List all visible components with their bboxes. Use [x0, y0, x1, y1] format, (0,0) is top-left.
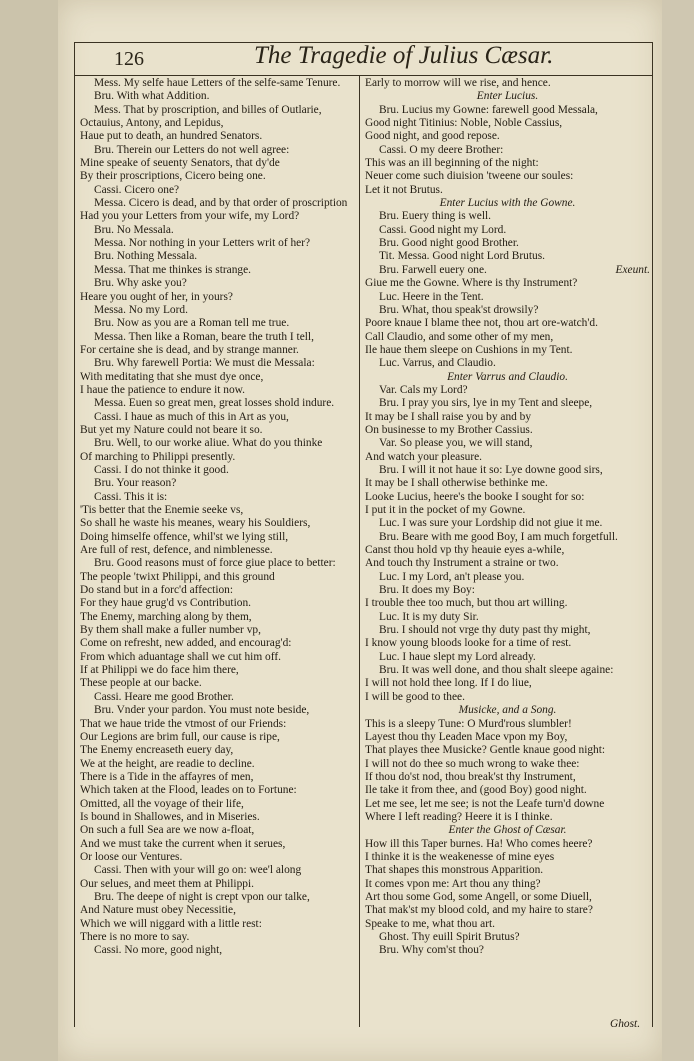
- text-line: [80, 704, 358, 717]
- text-line: [365, 571, 650, 584]
- text-line: [365, 504, 650, 517]
- text-line: [80, 384, 358, 397]
- line-text: Do stand but in a forc'd affection:: [80, 584, 234, 597]
- text-line: [80, 317, 358, 330]
- text-line: [80, 931, 358, 944]
- line-text: Messa. Nor nothing in your Letters writ of her?: [94, 237, 311, 250]
- line-text: For certaine she is dead, and by strange manner.: [80, 343, 299, 356]
- text-line: [365, 424, 650, 437]
- frame-right-rule: [652, 42, 653, 1027]
- line-text: Bru. Why com'st thou?: [379, 944, 484, 957]
- text-line: [80, 117, 358, 130]
- line-text: I will not do thee so much wrong to wake thee:: [365, 757, 580, 770]
- line-text: Our Legions are brim full, our cause is ripe,: [80, 730, 280, 743]
- line-text: Cassi. I haue as much of this in Art as you,: [94, 410, 289, 423]
- line-text: The people 'twixt Philippi, and this ground: [80, 570, 275, 583]
- line-text: Neuer come such diuision 'tweene our soules:: [365, 170, 574, 183]
- line-text: If thou do'st nod, thou break'st thy Instrument,: [365, 770, 576, 783]
- line-text: Haue put to death, an hundred Senators.: [80, 130, 263, 143]
- text-line: [80, 157, 358, 170]
- text-line: [365, 277, 650, 290]
- line-text: Enter Lucius with the Gowne.: [439, 197, 576, 210]
- text-line: [80, 224, 358, 237]
- line-text: Is bound in Shallowes, and in Miseries.: [80, 810, 260, 823]
- line-text: Bru. What, thou speak'st drowsily?: [379, 303, 539, 316]
- line-text: But yet my Nature could not beare it so.: [80, 423, 263, 436]
- line-text: Bru. I will it not haue it so: Lye downe good sirs,: [379, 463, 603, 476]
- text-line: [365, 664, 650, 677]
- line-text: Bru. It does my Boy:: [379, 584, 475, 597]
- line-text: For they haue grug'd vs Contribution.: [80, 597, 251, 610]
- text-line: [365, 331, 650, 344]
- header-rule: [74, 75, 652, 76]
- line-text: Bru. The deepe of night is crept vpon our talke,: [94, 890, 310, 903]
- line-text: Cassi. This it is:: [94, 490, 168, 503]
- line-text: Bru. Well, to our worke aliue. What do you thinke: [94, 437, 323, 450]
- line-text: These people at our backe.: [80, 677, 202, 690]
- text-line: [365, 611, 650, 624]
- text-line: [80, 331, 358, 344]
- line-text: Bru. Why aske you?: [94, 277, 187, 290]
- text-line: [365, 464, 650, 477]
- line-text: And touch thy Instrument a straine or two.: [365, 557, 559, 570]
- text-line: [80, 637, 358, 650]
- text-line: [365, 878, 650, 891]
- text-line: [80, 210, 358, 223]
- text-line: [365, 411, 650, 424]
- text-line: [80, 344, 358, 357]
- line-text: On such a full Sea are we now a-float,: [80, 824, 255, 837]
- text-line: [80, 184, 358, 197]
- text-line: [365, 77, 650, 90]
- catchword: Ghost.: [610, 1018, 641, 1030]
- line-text: I haue the patience to endure it now.: [80, 383, 245, 396]
- text-line: [365, 931, 650, 944]
- line-text: Luc. It is my duty Sir.: [379, 610, 479, 623]
- line-text: I trouble thee too much, but thou art willing.: [365, 597, 568, 610]
- text-line: [80, 571, 358, 584]
- text-line: [80, 250, 358, 263]
- text-line: [80, 357, 358, 370]
- text-line: [80, 557, 358, 570]
- text-line: [365, 771, 650, 784]
- text-line: [80, 451, 358, 464]
- text-line: [80, 170, 358, 183]
- text-line: [365, 624, 650, 637]
- text-line: [80, 531, 358, 544]
- line-text: Giue me the Gowne. Where is thy Instrument?: [365, 277, 578, 290]
- text-line: [365, 170, 650, 183]
- text-line: [80, 144, 358, 157]
- line-text: Art thou some God, some Angell, or some Diuell,: [365, 890, 592, 903]
- text-line: [365, 237, 650, 250]
- right-text-column: [365, 77, 650, 958]
- line-text: Omitted, all the voyage of their life,: [80, 797, 244, 810]
- text-line: [365, 117, 650, 130]
- column-divider: [359, 76, 360, 1027]
- text-line: [365, 384, 650, 397]
- line-text: Poore knaue I blame thee not, thou art ore-watch'd.: [365, 317, 598, 330]
- line-text: Bru. Euery thing is well.: [379, 210, 491, 223]
- text-line: [80, 811, 358, 824]
- text-line: [80, 584, 358, 597]
- stage-direction: [365, 371, 650, 384]
- line-text: Cassi. O my deere Brother:: [379, 143, 504, 156]
- line-text: Messa. No my Lord.: [94, 303, 188, 316]
- text-line: [80, 77, 358, 90]
- line-text: Call Claudio, and some other of my men,: [365, 330, 554, 343]
- line-text: Ile take it from thee, and (good Boy) good night.: [365, 784, 587, 797]
- text-line: [80, 798, 358, 811]
- text-line: [365, 811, 650, 824]
- text-line: [80, 718, 358, 731]
- line-text: Messa. Euen so great men, great losses shold indure.: [94, 397, 335, 410]
- text-line: [365, 157, 650, 170]
- line-text: Speake to me, what thou art.: [365, 917, 496, 930]
- text-line: [365, 250, 650, 263]
- text-line: [80, 851, 358, 864]
- stage-direction: [365, 90, 650, 103]
- text-line: [80, 424, 358, 437]
- text-line: [80, 904, 358, 917]
- text-line: [80, 731, 358, 744]
- text-line: [365, 944, 650, 957]
- line-text: Enter Varrus and Claudio.: [447, 370, 568, 383]
- line-text: Cassi. Cicero one?: [94, 183, 180, 196]
- line-text: Messa. That me thinkes is strange.: [94, 263, 252, 276]
- line-text: Var. Cals my Lord?: [379, 383, 468, 396]
- text-line: [365, 584, 650, 597]
- text-line: [80, 597, 358, 610]
- line-text: Luc. I was sure your Lordship did not giue it me.: [379, 517, 603, 530]
- text-line: [365, 597, 650, 610]
- left-text-column: [80, 77, 358, 958]
- line-text: Messa. Then like a Roman, beare the truth I tell,: [94, 330, 314, 343]
- line-text: Cassi. Then with your will go on: wee'l along: [94, 864, 302, 877]
- text-line: [80, 878, 358, 891]
- line-text: The Enemy, marching along by them,: [80, 610, 252, 623]
- text-line: [80, 651, 358, 664]
- text-line: [80, 517, 358, 530]
- line-text: Octauius, Antony, and Lepidus,: [80, 117, 224, 130]
- text-line: [80, 464, 358, 477]
- line-text: Bru. Your reason?: [94, 477, 177, 490]
- line-text: Bru. Why farewell Portia: We must die Messala:: [94, 357, 315, 370]
- line-text: Cassi. Heare me good Brother.: [94, 690, 234, 703]
- stage-direction: [365, 824, 650, 837]
- left-page-margin: [0, 0, 58, 1061]
- line-text: Or loose our Ventures.: [80, 850, 183, 863]
- line-text: Bru. Beare with me good Boy, I am much forgetfull.: [379, 530, 618, 543]
- text-line: [80, 371, 358, 384]
- text-line: [365, 344, 650, 357]
- text-line: [365, 691, 650, 704]
- line-text: Good night, and good repose.: [365, 130, 500, 143]
- line-text: Bru. With what Addition.: [94, 90, 210, 103]
- stage-direction: [365, 197, 650, 210]
- text-line: [365, 637, 650, 650]
- text-line: [365, 798, 650, 811]
- line-text: This was an ill beginning of the night:: [365, 157, 539, 170]
- text-line: [80, 864, 358, 877]
- line-text: Bru. Good night good Brother.: [379, 237, 519, 250]
- line-text: And Nature must obey Necessitie,: [80, 904, 236, 917]
- text-line: [365, 904, 650, 917]
- line-text: Bru. I pray you sirs, lye in my Tent and sleepe,: [379, 397, 593, 410]
- line-text: Come on refresht, new added, and encourag'd:: [80, 637, 292, 650]
- text-line: [80, 130, 358, 143]
- line-text: How ill this Taper burnes. Ha! Who comes heere?: [365, 837, 593, 850]
- line-text: If at Philippi we do face him there,: [80, 664, 239, 677]
- text-line: [365, 451, 650, 464]
- line-text: Bru. Therein our Letters do not well agree:: [94, 143, 290, 156]
- text-line: [80, 784, 358, 797]
- text-line: [365, 744, 650, 757]
- text-line: [80, 664, 358, 677]
- text-line: [80, 477, 358, 490]
- line-text: Bru. I should not vrge thy duty past thy might,: [379, 624, 591, 637]
- line-text: Messa. Cicero is dead, and by that order of proscription: [94, 197, 348, 210]
- line-text: It may be I shall raise you by and by: [365, 410, 532, 423]
- text-line: [365, 531, 650, 544]
- text-line: [80, 291, 358, 304]
- text-line: [365, 304, 650, 317]
- line-text: I put it in the pocket of my Gowne.: [365, 504, 526, 516]
- line-text: And watch your pleasure.: [365, 450, 483, 463]
- line-text: I thinke it is the weakenesse of mine eyes: [365, 850, 555, 863]
- line-text: Tit. Messa. Good night Lord Brutus.: [379, 250, 546, 263]
- text-line: [365, 144, 650, 157]
- line-text: Mess. That by proscription, and billes of Outlarie,: [94, 103, 322, 116]
- text-line: [365, 838, 650, 851]
- line-text: Bru. Good reasons must of force giue place to better:: [94, 557, 336, 570]
- line-text: Ile haue them sleepe on Cushions in my Tent.: [365, 343, 573, 356]
- line-text: Bru. No Messala.: [94, 223, 174, 236]
- line-text: Cassi. Good night my Lord.: [379, 223, 507, 236]
- text-line: [365, 651, 650, 664]
- line-text: Mess. My selfe haue Letters of the selfe-same Tenure.: [94, 77, 341, 89]
- line-text: Canst thou hold vp thy heauie eyes a-while,: [365, 544, 565, 557]
- right-page-margin: [662, 0, 694, 1061]
- text-line: [80, 744, 358, 757]
- line-text: Luc. Heere in the Tent.: [379, 290, 484, 303]
- line-text: Looke Lucius, heere's the booke I sought for so:: [365, 490, 585, 503]
- line-text: By their proscriptions, Cicero being one.: [80, 170, 266, 183]
- line-text: That shapes this monstrous Apparition.: [365, 864, 544, 877]
- text-line: [80, 824, 358, 837]
- text-line: [80, 104, 358, 117]
- line-text: I know young bloods looke for a time of rest.: [365, 637, 572, 650]
- line-text: Our selues, and meet them at Philippi.: [80, 877, 254, 890]
- text-line: [365, 357, 650, 370]
- text-line: [365, 210, 650, 223]
- text-line: [365, 397, 650, 410]
- text-line: [80, 611, 358, 624]
- text-line: [365, 784, 650, 797]
- line-text: So shall he waste his meanes, weary his Souldiers,: [80, 517, 311, 530]
- text-line: [365, 544, 650, 557]
- line-text: Bru. Now as you are a Roman tell me true.: [94, 317, 290, 330]
- line-text: Cassi. No more, good night,: [94, 944, 223, 957]
- line-text: Bru. Vnder your pardon. You must note beside,: [94, 704, 310, 717]
- line-text: It comes vpon me: Art thou any thing?: [365, 877, 541, 890]
- line-text: Of marching to Philippi presently.: [80, 450, 236, 463]
- text-line: [80, 758, 358, 771]
- text-line: [365, 718, 650, 731]
- text-line: [80, 397, 358, 410]
- line-text: Had you your Letters from your wife, my Lord?: [80, 210, 300, 223]
- text-line: [80, 544, 358, 557]
- text-line: [365, 437, 650, 450]
- line-text: I will not hold thee long. If I do liue,: [365, 677, 532, 690]
- line-text: And we must take the current when it serues,: [80, 837, 286, 850]
- text-line: [365, 130, 650, 143]
- line-text: Are full of rest, defence, and nimblenesse.: [80, 544, 273, 557]
- line-text: This is a sleepy Tune: O Murd'rous slumbler!: [365, 717, 572, 730]
- text-line: [365, 291, 650, 304]
- line-text: The Enemy encreaseth euery day,: [80, 744, 234, 757]
- line-text: Ghost. Thy euill Spirit Brutus?: [379, 931, 520, 943]
- line-text: There is no more to say.: [80, 931, 190, 943]
- line-text: That playes thee Musicke? Gentle knaue good night:: [365, 744, 606, 757]
- text-line: [80, 918, 358, 931]
- text-line: [365, 317, 650, 330]
- text-line: [80, 264, 358, 277]
- page-number: 126: [114, 48, 144, 70]
- text-line: [365, 851, 650, 864]
- text-line: [365, 491, 650, 504]
- line-text: Let me see, let me see; is not the Leafe turn'd downe: [365, 797, 605, 810]
- line-text: Bru. It was well done, and thou shalt sleepe againe:: [379, 664, 614, 677]
- text-line: [365, 864, 650, 877]
- line-text: Luc. I my Lord, an't please you.: [379, 570, 525, 583]
- line-text: It may be I shall otherwise bethinke me.: [365, 477, 548, 490]
- line-text: Early to morrow will we rise, and hence.: [365, 77, 551, 89]
- text-line: [80, 90, 358, 103]
- text-line: [80, 944, 358, 957]
- line-text: Where I left reading? Heere it is I thinke.: [365, 810, 553, 823]
- line-text: Musicke, and a Song.: [458, 704, 557, 717]
- line-text: Luc. Varrus, and Claudio.: [379, 357, 496, 370]
- text-line: [365, 224, 650, 237]
- line-text: Doing himselfe offence, whil'st we lying still,: [80, 530, 289, 543]
- text-line: [365, 517, 650, 530]
- text-line: [80, 237, 358, 250]
- frame-left-rule: [74, 42, 75, 1027]
- text-line: [365, 918, 650, 931]
- text-line: [80, 277, 358, 290]
- text-line: [80, 437, 358, 450]
- text-line: [365, 264, 650, 277]
- line-text: Let it not Brutus.: [365, 183, 443, 196]
- text-line: [80, 838, 358, 851]
- text-line: [365, 758, 650, 771]
- text-line: [80, 624, 358, 637]
- stage-direction: [365, 704, 650, 717]
- line-text: Luc. I haue slept my Lord already.: [379, 650, 536, 663]
- text-line: [365, 104, 650, 117]
- text-line: [365, 557, 650, 570]
- text-line: [365, 731, 650, 744]
- text-line: [80, 691, 358, 704]
- line-text: Good night Titinius: Noble, Noble Cassius,: [365, 117, 563, 130]
- line-text: There is a Tide in the affayres of men,: [80, 770, 254, 783]
- text-line: [80, 411, 358, 424]
- line-text: Which we will niggard with a little rest:: [80, 917, 262, 930]
- text-line: [365, 677, 650, 690]
- text-line: [80, 504, 358, 517]
- text-line: [80, 677, 358, 690]
- text-line: [365, 891, 650, 904]
- line-text: We at the height, are readie to decline.: [80, 757, 255, 770]
- text-line: [365, 184, 650, 197]
- line-text: By them shall make a fuller number vp,: [80, 624, 261, 637]
- line-text: Heare you ought of her, in yours?: [80, 290, 233, 303]
- line-text: 'Tis better that the Enemie seeke vs,: [80, 504, 244, 516]
- exit-direction: Exeunt.: [615, 263, 650, 276]
- text-line: [80, 491, 358, 504]
- line-text: I will be good to thee.: [365, 690, 465, 703]
- page-header: [74, 42, 652, 76]
- line-text: With meditating that she must dye once,: [80, 370, 264, 383]
- text-line: [80, 891, 358, 904]
- line-text: On businesse to my Brother Cassius.: [365, 423, 533, 436]
- line-text: That mak'st my blood cold, and my haire to stare?: [365, 904, 593, 917]
- line-text: Bru. Farwell euery one.: [379, 263, 487, 276]
- line-text: That we haue tride the vtmost of our Friends:: [80, 717, 287, 730]
- text-line: [80, 304, 358, 317]
- line-text: Bru. Nothing Messala.: [94, 250, 198, 263]
- line-text: From which aduantage shall we cut him off.: [80, 650, 281, 663]
- line-text: Mine speake of seuenty Senators, that dy'de: [80, 157, 280, 170]
- running-title: The Tragedie of Julius Cæsar.: [254, 42, 554, 69]
- text-line: [80, 771, 358, 784]
- line-text: Which taken at the Flood, leades on to Fortune:: [80, 784, 297, 797]
- line-text: Layest thou thy Leaden Mace vpon my Boy,: [365, 730, 568, 743]
- line-text: Cassi. I do not thinke it good.: [94, 463, 229, 476]
- line-text: Enter Lucius.: [476, 90, 539, 103]
- text-line: [80, 197, 358, 210]
- line-text: Var. So please you, we will stand,: [379, 437, 533, 450]
- line-text: Bru. Lucius my Gowne: farewell good Messala,: [379, 103, 598, 116]
- text-line: [365, 477, 650, 490]
- line-text: Enter the Ghost of Cæsar.: [448, 824, 567, 837]
